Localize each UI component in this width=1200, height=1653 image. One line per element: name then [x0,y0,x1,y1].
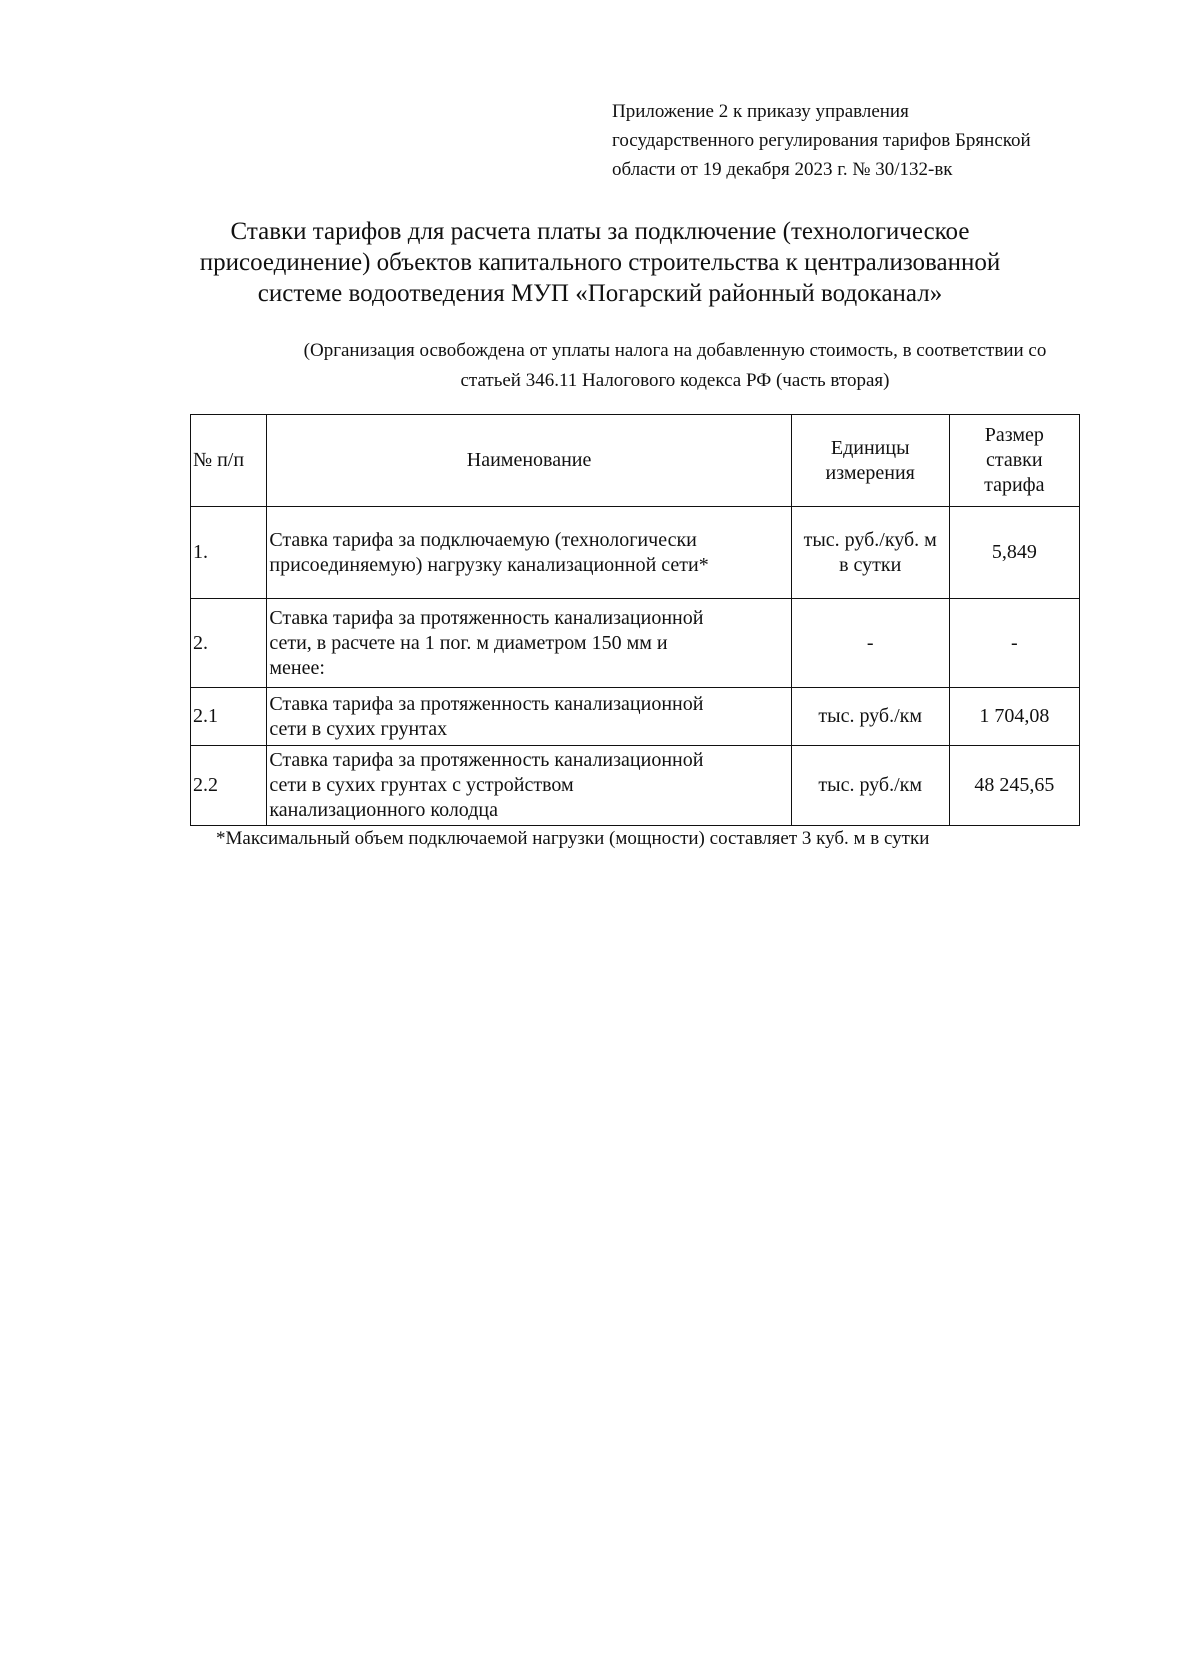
tariff-table [190,414,1080,826]
header-name: Наименование [267,415,791,507]
row-name [267,507,791,599]
appendix-line: области от 19 декабря 2023 г. № 30/132-вк [612,159,953,180]
row-number: 2. [191,599,267,688]
row-name-line: канализационного колодца [269,799,498,821]
row-unit-line: тыс. руб./км [818,705,923,727]
title-line: системе водоотведения МУП «Погарский районный водоканал» [257,280,943,307]
row-unit-line: тыс. руб./км [818,774,923,796]
note-line: статьей 346.11 Налогового кодекса РФ (часть вторая) [460,370,890,391]
row-name-line: Ставка тарифа за протяженность канализационной [269,606,704,629]
header-unit [791,415,949,507]
row-number: 1. [191,507,267,599]
table-row [191,746,1080,826]
footnote: *Максимальный объем подключаемой нагрузки (мощности) составляет 3 куб. м в сутки [216,828,930,849]
row-name-line: сети в сухих грунтах с устройством [269,774,574,796]
row-name-line: сети в сухих грунтах [269,717,448,740]
title-line: Ставки тарифов для расчета платы за подключение (технологическое [230,218,970,245]
row-unit [791,746,949,826]
appendix-line: Приложение 2 к приказу управления [612,101,909,122]
table-row [191,688,1080,746]
row-rate: 48 245,65 [949,746,1079,826]
header-rate-line: ставки [986,449,1043,471]
row-unit [791,599,949,688]
row-number: 2.1 [191,688,267,746]
row-rate: - [949,599,1079,688]
row-name-line: менее: [269,656,325,679]
header-rate [949,415,1079,507]
header-unit-line: измерения [825,461,915,484]
title-line: присоединение) объектов капитального строительства к централизованной [199,249,1001,276]
row-name-line: присоединяемую) нагрузку канализационной сети* [269,553,709,576]
row-name-line: Ставка тарифа за протяженность канализационной [269,749,704,771]
row-unit [791,688,949,746]
table-row [191,507,1080,599]
row-rate: 1 704,08 [949,688,1079,746]
header-rate-line: Размер [984,424,1044,446]
header-unit-line: Единицы [830,436,910,459]
row-rate: 5,849 [949,507,1079,599]
appendix-reference [612,97,1132,184]
row-name [267,599,791,688]
row-unit-line: в сутки [839,553,902,576]
row-unit-line: - [866,631,874,654]
appendix-line: государственного регулирования тарифов Брянской [612,130,1031,151]
row-unit [791,507,949,599]
header-number: № п/п [191,415,267,507]
header-rate-line: тарифа [984,474,1045,496]
table-header-row [191,415,1080,507]
note-line: (Организация освобождена от уплаты налога на добавленную стоимость, в соответствии со [303,340,1047,361]
row-name-line: Ставка тарифа за протяженность канализационной [269,692,704,715]
row-name [267,688,791,746]
row-name-line: сети, в расчете на 1 пог. м диаметром 150 мм и [269,631,668,654]
row-number: 2.2 [191,746,267,826]
row-unit-line: тыс. руб./куб. м [803,528,937,551]
document-title [150,216,1050,309]
vat-note [200,336,1150,396]
table-row [191,599,1080,688]
row-name-line: Ставка тарифа за подключаемую (технологически [269,528,697,551]
row-name [267,746,791,826]
